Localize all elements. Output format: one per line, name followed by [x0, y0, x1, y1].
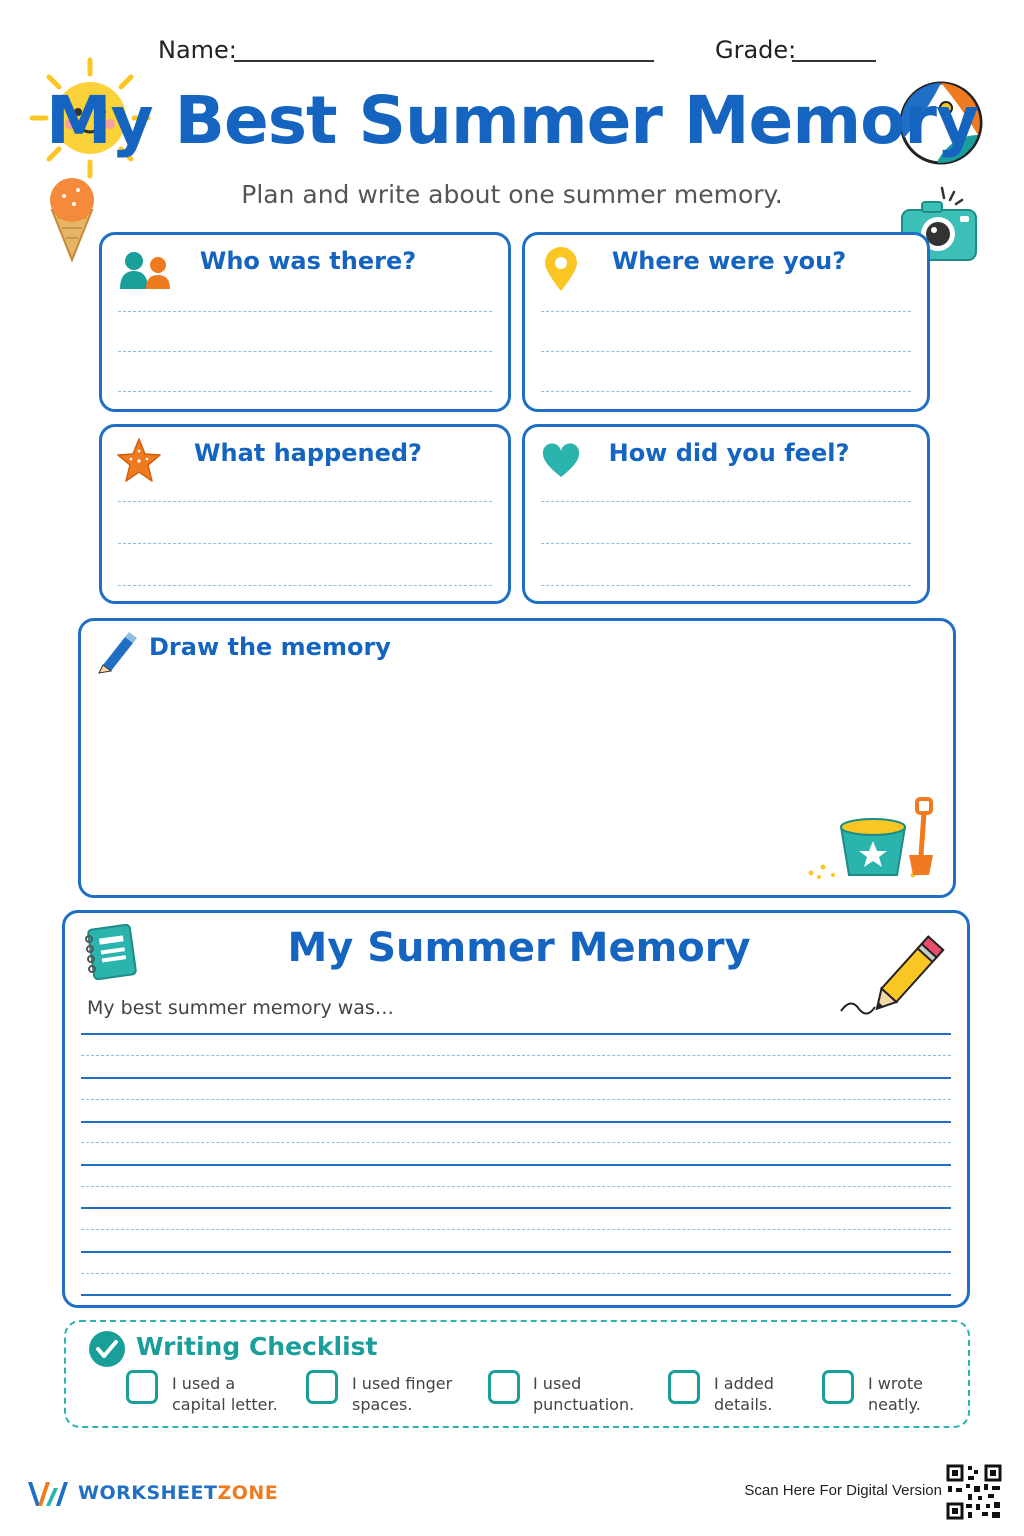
checklist-title: Writing Checklist	[136, 1332, 378, 1361]
grade-label: Grade:	[715, 36, 797, 64]
name-label: Name:	[158, 36, 237, 64]
checkbox-details[interactable]	[668, 1370, 700, 1404]
checklist-label: I added details.	[714, 1374, 774, 1414]
writing-prompt: My best summer memory was…	[87, 997, 394, 1019]
pencil-icon	[95, 631, 137, 673]
grade-field[interactable]	[792, 60, 876, 62]
drawing-area[interactable]	[78, 618, 956, 898]
yellow-pencil-icon	[839, 927, 951, 1019]
writing-checklist	[64, 1320, 970, 1428]
checkbox-capital-letter[interactable]	[126, 1370, 158, 1404]
worksheetzone-logo-icon	[26, 1478, 70, 1510]
planning-box-title: How did you feel?	[608, 439, 850, 467]
checklist-label: I used finger spaces.	[352, 1374, 453, 1414]
qr-code-icon[interactable]	[946, 1464, 1002, 1520]
name-field[interactable]	[234, 60, 654, 62]
checkmark-circle-icon	[88, 1330, 126, 1368]
drawing-area-title: Draw the memory	[149, 633, 391, 661]
checklist-label: I used punctuation.	[533, 1374, 635, 1414]
page-subtitle: Plan and write about one summer memory.	[241, 180, 783, 209]
checklist-label: I used a capital letter.	[172, 1374, 278, 1414]
planning-box-title: Where were you?	[611, 247, 847, 275]
brand-name: WORKSHEETZONE	[78, 1482, 279, 1504]
checkbox-punctuation[interactable]	[488, 1370, 520, 1404]
scan-text: Scan Here For Digital Version	[744, 1482, 942, 1499]
planning-box-what-happened[interactable]	[99, 424, 511, 604]
writing-area[interactable]	[62, 910, 970, 1308]
checkbox-neatly[interactable]	[822, 1370, 854, 1404]
page-title: My Best Summer Memory	[45, 82, 979, 159]
planning-box-feel[interactable]	[522, 424, 930, 604]
writing-area-title: My Summer Memory	[287, 925, 751, 971]
checkbox-finger-spaces[interactable]	[306, 1370, 338, 1404]
planning-box-who[interactable]	[99, 232, 511, 412]
sand-bucket-icon	[805, 793, 941, 883]
planning-box-title: Who was there?	[199, 247, 417, 275]
checklist-label: I wrote neatly.	[868, 1374, 924, 1414]
planning-box-title: What happened?	[194, 439, 422, 467]
planning-box-where[interactable]	[522, 232, 930, 412]
